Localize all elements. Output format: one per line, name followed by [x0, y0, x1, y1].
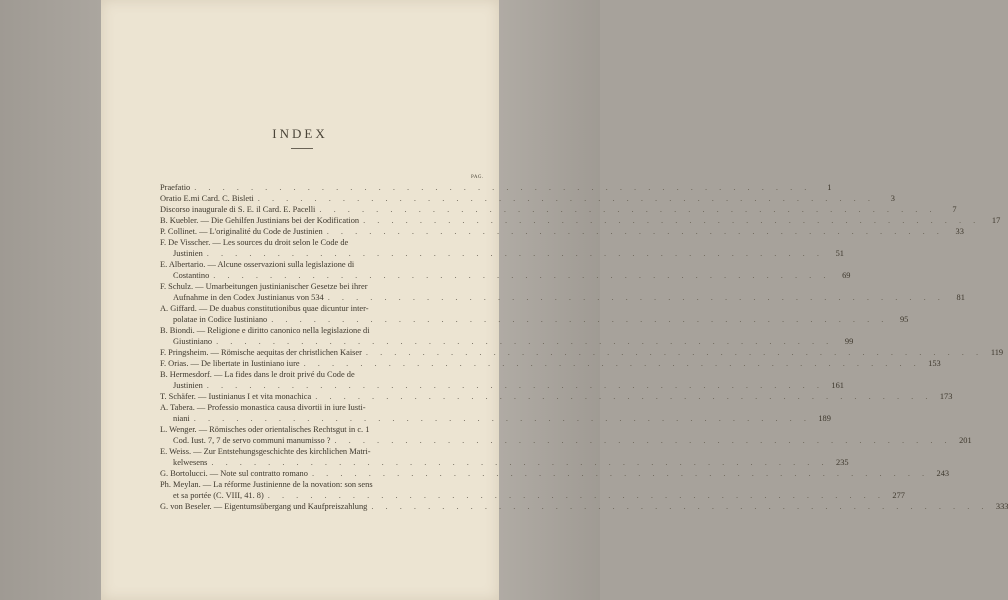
index-entry-text: F. Orias. — De libertate in Iustiniano iure: [160, 359, 300, 368]
index-entry-line: [160, 413, 831, 424]
index-entry-line: [160, 270, 851, 281]
dot-leader: . . . . . . . . . . . . . . . . . . . . . . . . . . . . . . . . . . . . . . . . . . . .: [311, 469, 930, 478]
index-entry-text: F. Schulz. — Umarbeitungen justinianischer Gesetze bei ihrer: [160, 282, 368, 291]
index-entry: [160, 325, 854, 347]
index-entry-line: [160, 325, 490, 336]
index-entry-line: [160, 468, 950, 479]
index-entry-line: [160, 457, 849, 468]
index-entry: [160, 358, 941, 369]
book-page: [101, 0, 1008, 600]
index-entry-line: [160, 248, 844, 259]
index-entry-page: 33: [955, 227, 964, 236]
dot-leader: . . . . . . . . . . . . . . . . . . . . . . . . . . . . . . . . . . . . . . . . . . . .: [213, 271, 831, 280]
index-entry-page: 119: [990, 348, 1004, 357]
dot-leader: . . . . . . . . . . . . . . . . . . . . . . . . . . . . . . . . . . . . . . . . . . . .: [319, 205, 937, 214]
index-entry-line: [160, 237, 490, 248]
index-entry-line: [160, 204, 957, 215]
index-entry-line: [160, 369, 490, 380]
index-entry-text: Praefatio: [160, 183, 191, 192]
dot-leader: . . . . . . . . . . . . . . . . . . . . . . . . . . . . . . . . . . . . . . . . . . . .: [193, 414, 811, 423]
index-entry-text: kelwesens: [173, 458, 208, 467]
index-entry-text: B. Kuebler. — Die Gehilfen Justinians bei der Kodification: [160, 216, 360, 225]
index-entry-text: E. Albertario. — Alcune osservazioni sulla legislazione di: [160, 260, 355, 269]
index-entry-line: [160, 336, 854, 347]
index-entry-text: et sa portée (C. VIII, 41. 8): [173, 491, 264, 500]
index-entry-line: [160, 501, 1008, 512]
index-entry-text: Giustiniano: [173, 337, 213, 346]
index-entry-line: [160, 281, 490, 292]
index-entry-page: 1: [827, 183, 832, 192]
index-entry: [160, 501, 1008, 512]
index-entry-text: P. Collinet. — L'originalité du Code de Justinien: [160, 227, 323, 236]
index-entry-line: [160, 435, 972, 446]
index-entry-line: [160, 479, 490, 490]
index-entry-page: 277: [892, 491, 905, 500]
index-entry-line: [160, 303, 490, 314]
index-entry-line: [160, 215, 1001, 226]
dot-leader: . . . . . . . . . . . . . . . . . . . . . . . . . . . . . . . . . . . . . . . . . . . .: [303, 359, 921, 368]
index-entry: [160, 204, 957, 215]
background-left: [0, 0, 101, 600]
index-entry-text: Ph. Meylan. — La réforme Justinienne de la novation: son sens: [160, 480, 373, 489]
dot-leader: . . . . . . . . . . . . . . . . . . . . . . . . . . . . . . . . . . . . . . . . . . . .: [194, 183, 812, 192]
index-entry: [160, 182, 832, 193]
dot-leader: . . . . . . . . . . . . . . . . . . . . . . . . . . . . . . . . . . . . . . . . . . . .: [315, 392, 933, 401]
index-entry-page: 333: [995, 502, 1008, 511]
index-entry-text: polatae in Codice Iustiniano: [173, 315, 268, 324]
index-entry: [160, 215, 1001, 226]
index-entry-text: Cod. Iust. 7, 7 de servo communi manumisso ?: [173, 436, 331, 445]
index-entry-text: B. Hermesdorf. — La fides dans le droit privé du Code de: [160, 370, 355, 379]
index-entry-line: [160, 391, 953, 402]
page-title: INDEX: [272, 126, 328, 141]
dot-leader: . . . . . . . . . . . . . . . . . . . . . . . . . . . . . . . . . . . . . . . . . . . .: [363, 216, 981, 225]
index-entry-page: 173: [939, 392, 953, 401]
index-entry-line: [160, 292, 965, 303]
index-entry-line: [160, 358, 941, 369]
index-entry: [160, 468, 950, 479]
index-entry: [160, 391, 953, 402]
index-entry-page: 161: [831, 381, 844, 390]
dot-leader: . . . . . . . . . . . . . . . . . . . . . . . . . . . . . . . . . . . . . . . . . . . .: [216, 337, 834, 346]
index-entry-text: Discorso inaugurale di S. E. il Card. E. Pacelli: [160, 205, 316, 214]
index-entry-text: E. Weiss. — Zur Entstehungsgeschichte des kirchlichen Matri-: [160, 447, 371, 456]
index-entry-text: G. Bortolucci. — Note sul contratto romano: [160, 469, 308, 478]
index-entry-page: 51: [835, 249, 844, 258]
index-entry-text: B. Biondi. — Religione e diritto canonico nella legislazione di: [160, 326, 370, 335]
index-entry: [160, 424, 972, 446]
dot-leader: . . . . . . . . . . . . . . . . . . . . . . . . . . . . . . . . . . . . . . . . . . . .: [267, 491, 885, 500]
index-entry-line: [160, 347, 1004, 358]
index-entry-line: [160, 402, 490, 413]
title-rule: [291, 148, 313, 149]
dot-leader: . . . . . . . . . . . . . . . . . . . . . . . . . . . . . . . . . . . . . . . . . . . .: [327, 293, 945, 302]
index-entry-text: Oratio E.mi Card. C. Bisleti: [160, 194, 254, 203]
index-entry-line: [160, 226, 964, 237]
index-entry-text: Justinien: [173, 249, 203, 258]
index-entry: [160, 193, 895, 204]
index-entry-line: [160, 259, 490, 270]
index-entry: [160, 237, 844, 259]
index-entry: [160, 259, 851, 281]
index-entries: [160, 182, 1008, 512]
index-entry-line: [160, 446, 490, 457]
index-entry-text: Aufnahme in den Codex Justinianus von 534: [173, 293, 324, 302]
index-entry-line: [160, 193, 895, 204]
index-entry-page: 201: [959, 436, 972, 445]
dot-leader: . . . . . . . . . . . . . . . . . . . . . . . . . . . . . . . . . . . . . . . . . . . .: [206, 249, 824, 258]
index-entry: [160, 369, 844, 391]
index-entry-line: [160, 182, 832, 193]
index-entry-page: 7: [952, 205, 957, 214]
index-entry-line: [160, 490, 905, 501]
index-entry: [160, 303, 909, 325]
dot-leader: . . . . . . . . . . . . . . . . . . . . . . . . . . . . . . . . . . . . . . . . . . . .: [371, 502, 989, 511]
index-entry-line: [160, 380, 844, 391]
index-entry-page: 235: [836, 458, 849, 467]
index-entry: [160, 479, 905, 501]
index-entry: [160, 281, 965, 303]
index-entry-text: F. Pringsheim. — Römische aequitas der christlichen Kaiser: [160, 348, 362, 357]
dot-leader: . . . . . . . . . . . . . . . . . . . . . . . . . . . . . . . . . . . . . . . . . . . .: [365, 348, 984, 357]
index-entry-page: 153: [928, 359, 941, 368]
dot-leader: . . . . . . . . . . . . . . . . . . . . . . . . . . . . . . . . . . . . . . . . . . . .: [211, 458, 829, 467]
index-entry-page: 81: [956, 293, 965, 302]
index-entry-page: 99: [844, 337, 854, 346]
index-entry-text: niani: [173, 414, 190, 423]
index-entry-page: 3: [890, 194, 895, 203]
index-entry-page: 95: [899, 315, 909, 324]
index-entry: [160, 226, 964, 237]
index-entry-page: 243: [936, 469, 950, 478]
dot-leader: . . . . . . . . . . . . . . . . . . . . . . . . . . . . . . . . . . . . . . . . . . . .: [334, 436, 952, 445]
index-entry-text: F. De Visscher. — Les sources du droit selon le Code de: [160, 238, 349, 247]
dot-leader: . . . . . . . . . . . . . . . . . . . . . . . . . . . . . . . . . . . . . . . . . . . .: [206, 381, 824, 390]
index-entry-page: 189: [818, 414, 831, 423]
index-entry-page: 69: [842, 271, 851, 280]
index-entry: [160, 446, 849, 468]
index-entry-text: Justinien: [173, 381, 203, 390]
page-column-label: PAG.: [471, 175, 484, 180]
index-entry-text: L. Wenger. — Römisches oder orientalisches Rechtsgut in c. 1: [160, 425, 370, 434]
index-entry-text: G. von Beseler. — Eigentumsübergang und Kaufpreiszahlung: [160, 502, 368, 511]
index-entry-text: A. Giffard. — De duabus constitutionibus quae dicuntur inter-: [160, 304, 369, 313]
dot-leader: . . . . . . . . . . . . . . . . . . . . . . . . . . . . . . . . . . . . . . . . . . . .: [326, 227, 944, 236]
index-entry-page: 17: [991, 216, 1001, 225]
index-entry-text: A. Tabera. — Professio monastica causa divortii in iure Iusti-: [160, 403, 366, 412]
index-entry: [160, 402, 831, 424]
dot-leader: . . . . . . . . . . . . . . . . . . . . . . . . . . . . . . . . . . . . . . . . . . . .: [271, 315, 889, 324]
index-entry: [160, 347, 1004, 358]
index-entry-text: T. Schäfer. — Iustinianus I et vita monachica: [160, 392, 312, 401]
index-entry-line: [160, 314, 909, 325]
index-entry-text: Costantino: [173, 271, 210, 280]
index-entry-line: [160, 424, 490, 435]
dot-leader: . . . . . . . . . . . . . . . . . . . . . . . . . . . . . . . . . . . . . . . . . . . .: [257, 194, 875, 203]
